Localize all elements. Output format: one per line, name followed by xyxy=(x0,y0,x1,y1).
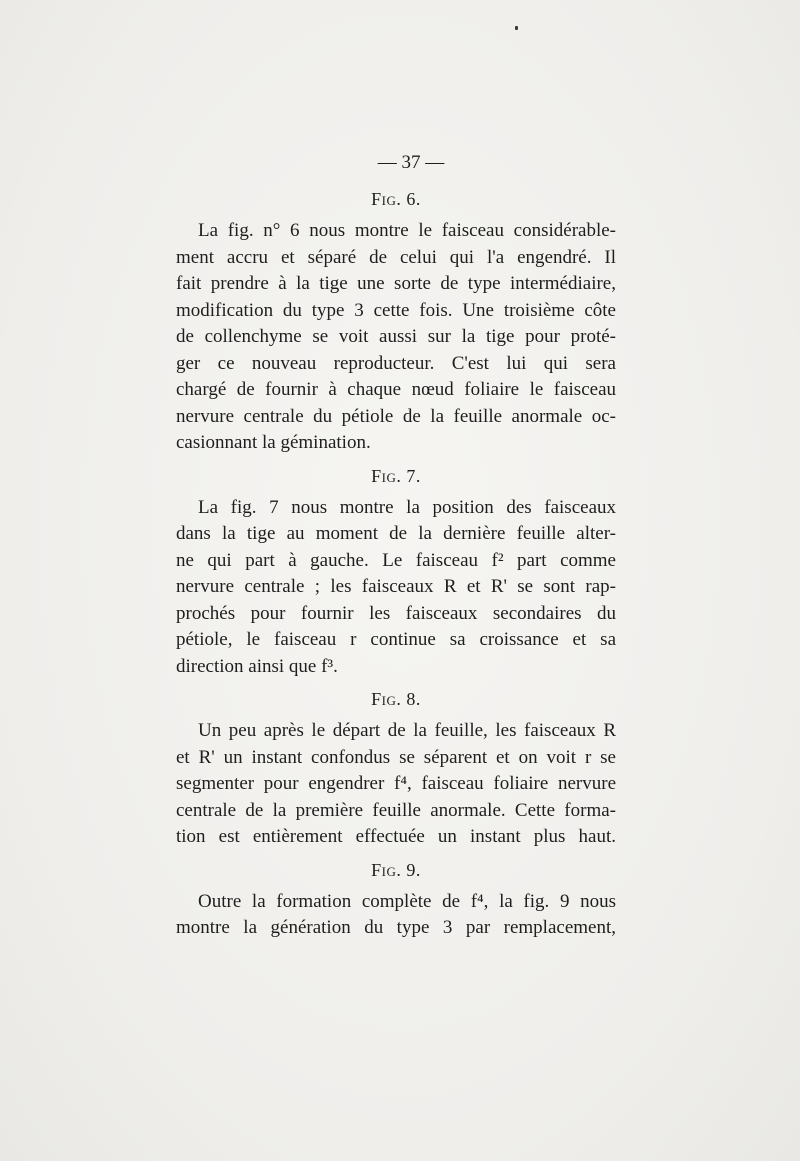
ink-speck xyxy=(515,26,518,30)
text-line: ger ce nouveau reproducteur. C'est lui qui sera xyxy=(176,352,616,374)
text-line: nervure centrale du pétiole de la feuille anormale oc- xyxy=(176,405,616,427)
text-line: et R' un instant confondus se séparent et on voit r se xyxy=(176,746,616,768)
text-line: segmenter pour engendrer f⁴, faisceau foliaire nervure xyxy=(176,773,616,794)
fig-7-paragraph xyxy=(176,495,616,681)
text-line: chargé de fournir à chaque nœud foliaire le faisceau xyxy=(176,379,616,400)
text-line: Outre la formation complète de f⁴, la fig. 9 nous xyxy=(198,890,616,912)
fig-8-heading: Fig. 8. xyxy=(371,689,421,709)
fig-9-paragraph xyxy=(176,889,616,942)
text-line: ne qui part à gauche. Le faisceau f² part comme xyxy=(176,549,616,571)
fig-6-paragraph xyxy=(176,218,616,457)
text-line: pétiole, le faisceau r continue sa croissance et sa xyxy=(176,629,616,650)
text-line: dans la tige au moment de la dernière feuille alter- xyxy=(176,523,616,544)
text-line: La fig. 7 nous montre la position des faisceaux xyxy=(198,496,616,518)
fig-9-heading: Fig. 9. xyxy=(371,859,421,880)
page-number: — 37 — xyxy=(377,152,445,173)
text-line: centrale de la première feuille anormale. Cette forma- xyxy=(176,799,616,821)
text-line: nervure centrale ; les faisceaux R et R' se sont rap- xyxy=(176,576,616,597)
text-line: direction ainsi que f³. xyxy=(176,655,338,677)
text-block xyxy=(176,146,616,942)
text-line: ment accru et séparé de celui qui l'a engendré. Il xyxy=(176,246,616,268)
text-line: prochés pour fournir les faisceaux secondaires du xyxy=(176,602,616,624)
text-line: fait prendre à la tige une sorte de type intermédiaire, xyxy=(176,273,616,294)
text-line: modification du type 3 cette fois. Une troisième côte xyxy=(176,299,616,321)
text-line: La fig. n° 6 nous montre le faisceau considérable- xyxy=(198,220,616,241)
text-line: de collenchyme se voit aussi sur la tige pour proté- xyxy=(176,326,616,347)
fig-6-heading: Fig. 6. xyxy=(371,189,421,209)
text-line: tion est entièrement effectuée un instant plus haut. xyxy=(176,826,616,847)
text-line: Un peu après le départ de la feuille, les faisceaux R xyxy=(198,720,616,741)
text-line: montre la génération du type 3 par remplacement, xyxy=(176,917,616,938)
fig-7-heading: Fig. 7. xyxy=(371,465,421,486)
fig-8-paragraph xyxy=(176,718,616,851)
text-line: casionnant la gémination. xyxy=(176,432,371,453)
